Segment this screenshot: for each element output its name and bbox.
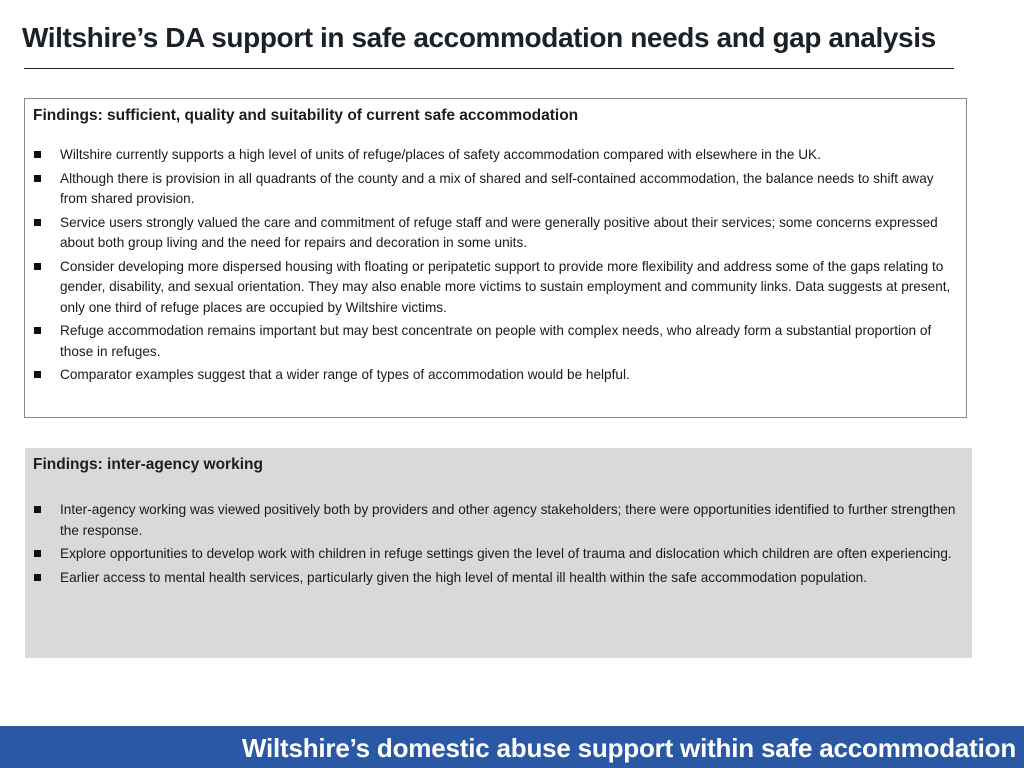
square-bullet-icon — [34, 263, 41, 270]
list-item — [33, 544, 964, 565]
page-title: Wiltshire’s DA support in safe accommodation needs and gap analysis — [22, 22, 936, 53]
list-item — [33, 169, 958, 210]
footer-title: Wiltshire’s domestic abuse support within safe accommodation — [241, 733, 1016, 763]
list-item-text: Wiltshire currently supports a high level of units of refuge/places of safety accommodation compared with elsewhere in the UK. — [60, 147, 821, 162]
findings-interagency-heading: Findings: inter-agency working — [33, 456, 263, 473]
list-item — [33, 500, 964, 541]
findings-interagency-list — [33, 500, 964, 588]
findings-interagency-panel — [25, 448, 972, 658]
list-item — [33, 568, 964, 589]
findings-accommodation-panel — [24, 98, 967, 418]
list-item — [33, 145, 958, 166]
findings-accommodation-heading: Findings: sufficient, quality and suitability of current safe accommodation — [33, 107, 579, 124]
square-bullet-icon — [34, 574, 41, 581]
list-item-text: Earlier access to mental health services, particularly given the high level of mental ill health within the safe accommodation population. — [60, 569, 867, 585]
findings-accommodation-list — [33, 145, 958, 386]
list-item-text: Inter-agency working was viewed positively both by providers and other agency stakeholders; there were opportunities identified to further strengthen the response. — [60, 502, 956, 538]
square-bullet-icon — [34, 371, 41, 378]
square-bullet-icon — [34, 175, 41, 182]
square-bullet-icon — [34, 550, 41, 557]
list-item-text: Explore opportunities to develop work with children in refuge settings given the level of trauma and dislocation which children are often experiencing. — [60, 546, 952, 561]
list-item — [33, 365, 958, 386]
square-bullet-icon — [34, 151, 41, 158]
footer-banner — [0, 726, 1024, 768]
title-divider — [24, 68, 954, 69]
list-item-text: Refuge accommodation remains important but may best concentrate on people with complex needs, who already form a substantial proportion of those in refuges. — [60, 323, 932, 359]
list-item — [33, 213, 958, 254]
square-bullet-icon — [34, 327, 41, 334]
list-item-text: Although there is provision in all quadrants of the county and a mix of shared and self-contained accommodation, the balance needs to shift away from shared provision. — [60, 170, 934, 206]
list-item-text: Consider developing more dispersed housing with floating or peripatetic support to provide more flexibility and address some of the gaps relating to gender, disability, and sexual orientation. They may also enable more victims to sustain employment and community links. Data suggests at present, only one third of refuge places are occupied by Wiltshire victims. — [60, 258, 951, 315]
square-bullet-icon — [34, 506, 41, 513]
list-item-text: Service users strongly valued the care and commitment of refuge staff and were generally positive about their services; some concerns expressed about both group living and the need for repairs and decoration in some units. — [60, 214, 938, 250]
square-bullet-icon — [34, 219, 41, 226]
list-item-text: Comparator examples suggest that a wider range of types of accommodation would be helpful. — [60, 367, 630, 382]
list-item — [33, 321, 958, 362]
list-item — [33, 257, 958, 319]
